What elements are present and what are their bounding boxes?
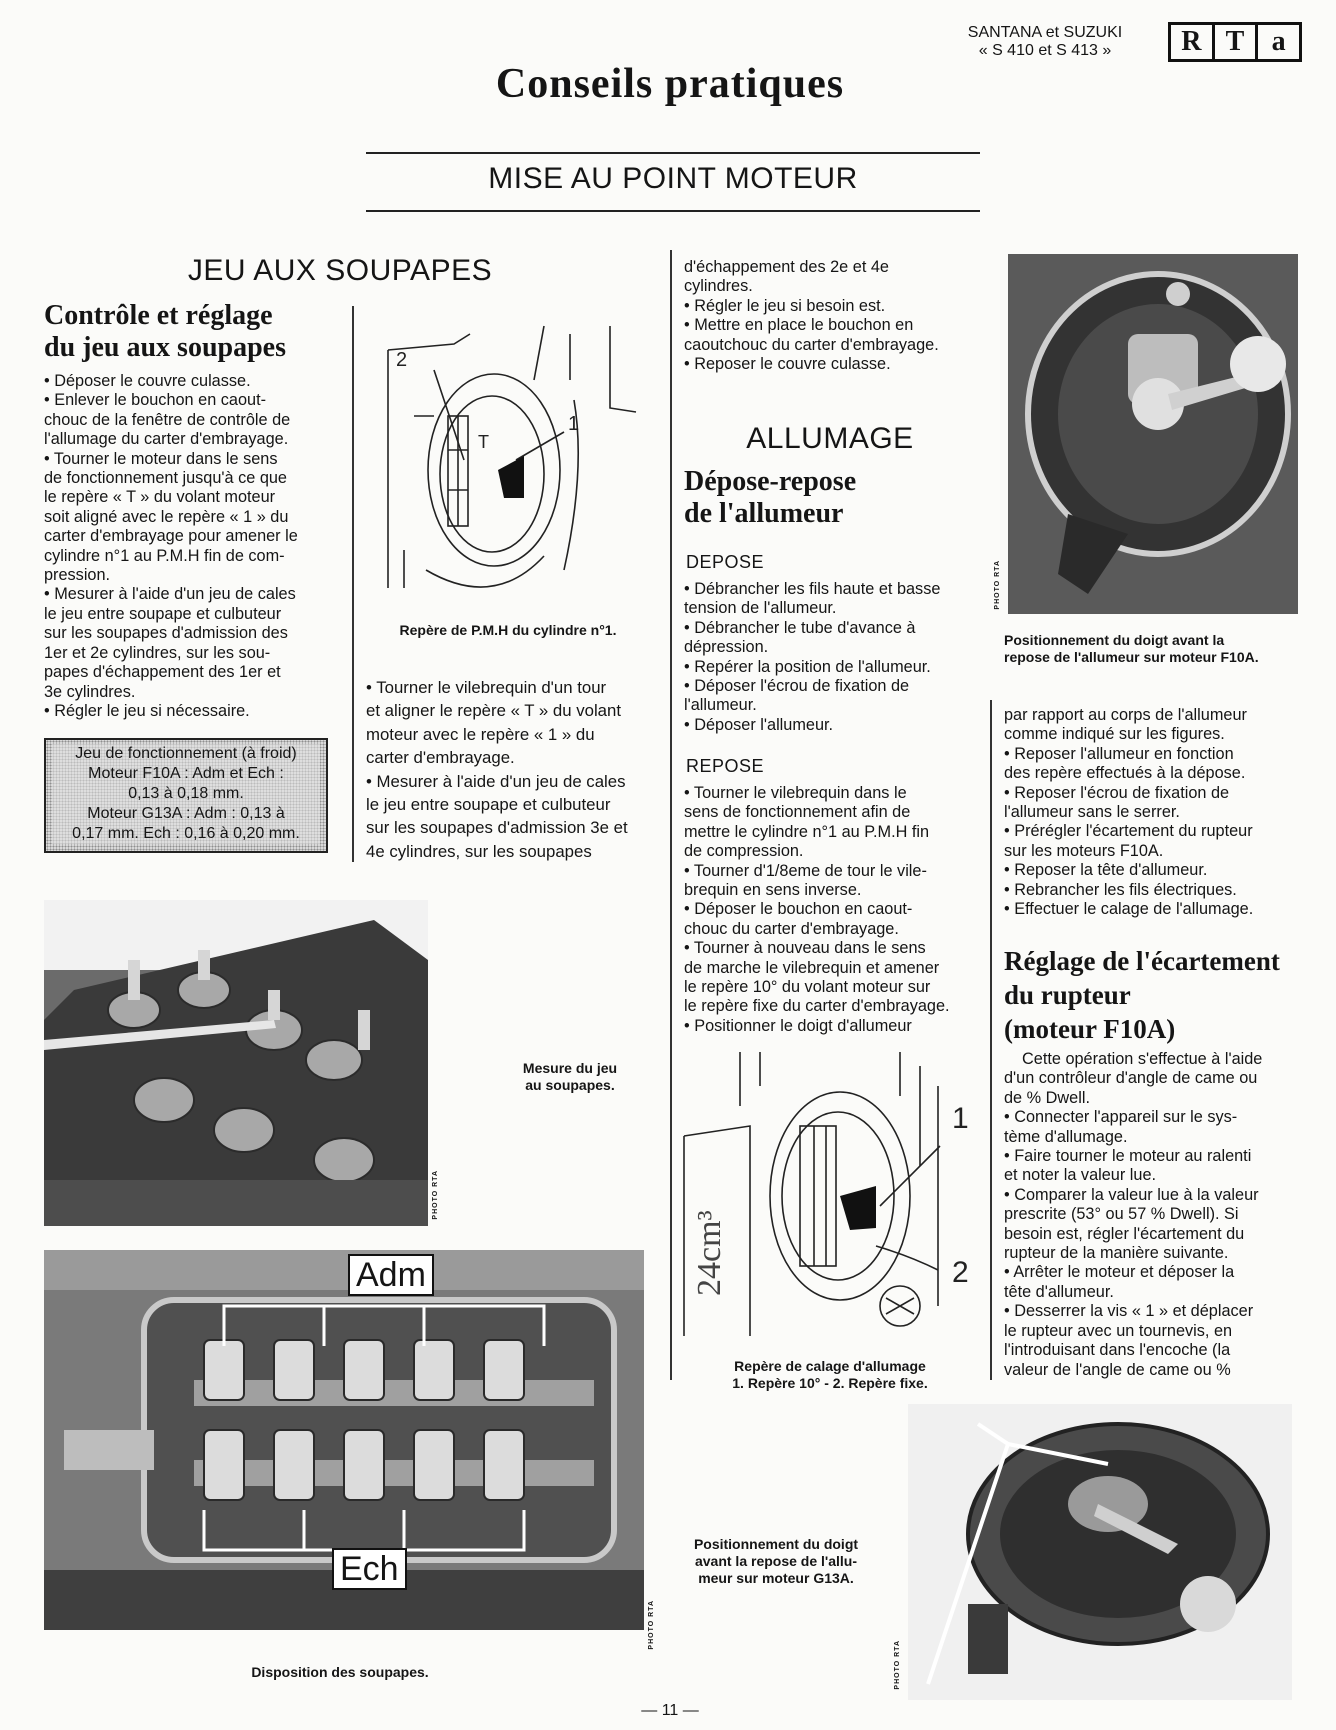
spec-line: Moteur F10A : Adm et Ech : — [52, 764, 320, 784]
text-line: et noter la valeur lue. — [1004, 1166, 1157, 1185]
text-line: • Connecter l'appareil sur le sys- — [1004, 1108, 1238, 1127]
text-line: sur les moteurs F10A. — [1004, 841, 1164, 860]
text-line: comme indiqué sur les figures. — [1004, 725, 1225, 744]
text-line: • Tourner d'1/8eme de tour le vile- — [684, 861, 927, 880]
text-line: le repère « T » du volant moteur — [44, 488, 276, 507]
text-line: • Tourner le vilebrequin dans le — [684, 784, 907, 802]
valve-measure-caption — [500, 1060, 640, 1094]
text-line: sur les soupapes d'admission des — [44, 624, 288, 643]
subheading-line: Contrôle et réglage — [44, 300, 273, 331]
text-line: • Tourner le vilebrequin d'un tour — [366, 678, 607, 697]
text-line: d'un contrôleur d'angle de came ou — [1004, 1069, 1258, 1088]
label-adm: Adm — [348, 1254, 434, 1296]
text-line: soit aligné avec le repère « 1 » du — [44, 507, 289, 526]
text-line: • Tourner à nouveau dans le sens — [684, 939, 926, 958]
text-line: • Déposer le couvre culasse. — [44, 372, 251, 390]
g13a-caption — [676, 1536, 876, 1587]
text-line: moteur avec le repère « 1 » du — [366, 724, 595, 744]
page-title: Conseils pratiques — [495, 61, 845, 107]
text-line: • Tourner le moteur dans le sens — [44, 449, 278, 468]
valve-measure-photo — [44, 900, 428, 1226]
pmh-marker — [498, 456, 524, 498]
text-line: • Positionner le doigt d'allumeur — [684, 1016, 912, 1035]
page-number: — 11 — — [641, 1702, 699, 1719]
text-line: 4e cylindres, sur les soupapes — [366, 841, 592, 861]
repose-text — [684, 784, 976, 1036]
timing-marker — [840, 1186, 876, 1230]
column-divider — [670, 250, 672, 1380]
subheading-line: du rupteur — [1004, 980, 1131, 1010]
text-line: • Mesurer à l'aide d'un jeu de cales — [366, 771, 626, 791]
fig1-label-1: 1 — [568, 413, 580, 435]
text-line: • Prérégler l'écartement du rupteur — [1004, 822, 1253, 841]
text-line: sens de fonctionnement afin de — [684, 803, 911, 822]
caption-line: Positionnement du doigt avant la — [1004, 632, 1225, 648]
text-line: dépression. — [684, 638, 769, 657]
text-line: • Déposer le bouchon en caout- — [684, 900, 913, 919]
section-title: MISE AU POINT MOTEUR — [488, 162, 858, 195]
text-line: • Arrêter le moteur et déposer la — [1004, 1263, 1235, 1282]
text-line: caoutchouc du carter d'embrayage. — [684, 335, 939, 354]
caption-line: Mesure du jeu — [522, 1060, 618, 1076]
pmh-diagram — [374, 320, 646, 596]
fig2-label-2: 2 — [952, 1256, 969, 1289]
repose-title: REPOSE — [686, 756, 765, 776]
text-line: carter d'embrayage. — [366, 748, 515, 768]
text-line: tension de l'allumeur. — [684, 599, 837, 618]
logo-letter: R — [1181, 26, 1202, 57]
rta-logo — [1168, 22, 1302, 62]
caption-line: Positionnement du doigt — [693, 1536, 859, 1552]
text-line: par rapport au corps de l'allumeur — [1004, 706, 1247, 724]
caption-line: 1. Repère 10° - 2. Repère fixe. — [732, 1375, 928, 1391]
brand-line-2: « S 410 et S 413 » — [978, 42, 1112, 59]
photo-credit: PHOTO RTA — [648, 1600, 655, 1650]
text-line: chouc de la fenêtre de contrôle de — [44, 410, 291, 429]
distributor-g13a-illustration — [908, 1404, 1292, 1700]
valves-heading: JEU AUX SOUPAPES — [187, 254, 493, 287]
text-line: brequin en sens inverse. — [684, 881, 862, 900]
col2-text — [366, 676, 658, 863]
f10a-photo-caption — [1004, 632, 1298, 666]
col1-text — [44, 372, 336, 721]
title-rule-top — [366, 152, 980, 154]
caption-line: au soupapes. — [525, 1077, 615, 1093]
logo-letter: T — [1212, 25, 1256, 59]
col4-text-top — [1004, 706, 1298, 919]
text-line: • Mettre en place le bouchon en — [684, 316, 914, 335]
text-line: de fonctionnement jusqu'à ce que — [44, 469, 287, 488]
text-line: • Reposer la tête d'allumeur. — [1004, 861, 1208, 880]
text-line: cylindres. — [684, 277, 753, 296]
text-line: de marche le vilebrequin et amener — [684, 958, 940, 977]
text-line: • Rebrancher les fils électriques. — [1004, 880, 1237, 899]
text-line: • Desserrer la vis « 1 » et déplacer — [1004, 1302, 1254, 1321]
text-line: le jeu entre soupape et culbuteur — [44, 604, 282, 623]
figure2-caption — [690, 1358, 970, 1392]
text-line: de compression. — [684, 842, 804, 861]
spec-line: 0,13 à 0,18 mm. — [52, 784, 320, 804]
caption-line: Repère de calage d'allumage — [734, 1358, 926, 1374]
text-line: • Débrancher les fils haute et basse — [684, 580, 941, 598]
text-line: de % Dwell. — [1004, 1088, 1090, 1107]
text-line: le jeu entre soupape et culbuteur — [366, 795, 611, 815]
spec-line: 0,17 mm. Ech : 0,16 à 0,20 mm. — [52, 824, 320, 844]
ignition-subheading — [684, 466, 976, 530]
text-line: tête d'allumeur. — [1004, 1282, 1114, 1301]
text-line: • Repérer la position de l'allumeur. — [684, 657, 931, 676]
subheading-line: de l'allumeur — [684, 498, 844, 529]
col4-text-bottom — [1004, 1050, 1298, 1380]
text-line: des repère effectués à la dépose. — [1004, 764, 1246, 783]
text-line: le rupteur avec un tournevis, en — [1004, 1321, 1233, 1340]
photo-credit: PHOTO RTA — [432, 1170, 439, 1220]
text-line: • Reposer l'allumeur en fonction — [1004, 744, 1234, 763]
text-line: • Effectuer le calage de l'allumage. — [1004, 900, 1254, 919]
distributor-g13a-photo — [908, 1404, 1292, 1700]
distributor-f10a-photo — [1008, 254, 1298, 614]
text-line: • Débrancher le tube d'avance à — [684, 618, 916, 637]
text-line: • Régler le jeu si nécessaire. — [44, 701, 250, 720]
title-rule-bottom — [366, 210, 980, 212]
caption-line: meur sur moteur G13A. — [698, 1570, 854, 1586]
label-ech: Ech — [332, 1548, 407, 1590]
col3-text-top — [684, 258, 976, 374]
photo-credit: PHOTO RTA — [994, 560, 1001, 610]
text-line: mettre le cylindre n°1 au P.M.H fin — [684, 822, 930, 841]
subheading-line: Dépose-repose — [684, 466, 857, 497]
text-line: 1er et 2e cylindres, sur les sou- — [44, 643, 271, 662]
fig2-engraving: 24cm³ — [691, 1210, 728, 1296]
text-line: pression. — [44, 566, 111, 585]
column-divider — [990, 700, 992, 1380]
text-line: l'allumeur. — [684, 696, 757, 715]
text-line: papes d'échappement des 1er et — [44, 663, 281, 682]
figure1-caption: Repère de P.M.H du cylindre n°1. — [399, 622, 617, 638]
caption-line: repose de l'allumeur sur moteur F10A. — [1004, 649, 1259, 665]
text-line: l'introduisant dans l'encoche (la — [1004, 1341, 1231, 1360]
column-divider — [352, 306, 354, 862]
valve-measure-illustration — [44, 900, 428, 1226]
subheading-line: du jeu aux soupapes — [44, 332, 286, 363]
timing-diagram — [680, 1046, 980, 1346]
valves-subheading — [44, 300, 344, 364]
text-line: valeur de l'angle de came ou % — [1004, 1360, 1231, 1379]
text-line: • Faire tourner le moteur au ralenti — [1004, 1147, 1252, 1166]
brand-block — [950, 24, 1140, 60]
text-line: • Déposer l'allumeur. — [684, 715, 834, 734]
valve-layout-caption: Disposition des soupapes. — [251, 1664, 429, 1680]
text-line: cylindre n°1 au P.M.H fin de com- — [44, 546, 285, 565]
text-line: • Reposer l'écrou de fixation de — [1004, 783, 1230, 802]
text-line: besoin est, régler l'écartement du — [1004, 1224, 1245, 1243]
text-line: l'allumage du carter d'embrayage. — [44, 430, 289, 449]
text-line: 3e cylindres. — [44, 682, 136, 701]
fig2-label-1: 1 — [952, 1102, 969, 1135]
caption-line: avant la repose de l'allu- — [694, 1553, 858, 1569]
text-line: carter d'embrayage pour amener le — [44, 527, 298, 546]
spec-line: Moteur G13A : Adm : 0,13 à — [52, 804, 320, 824]
text-line: • Enlever le bouchon en caout- — [44, 391, 267, 410]
depose-text — [684, 580, 976, 735]
logo-letter: a — [1255, 25, 1299, 59]
photo-credit: PHOTO RTA — [894, 1640, 901, 1690]
subheading-line: Réglage de l'écartement — [1004, 946, 1280, 976]
text-line: • Déposer l'écrou de fixation de — [684, 677, 910, 696]
fig1-label-t: T — [478, 432, 489, 452]
text-line: rupteur de la manière suivante. — [1004, 1244, 1229, 1263]
brand-line-1: SANTANA et SUZUKI — [967, 24, 1123, 41]
text-line: le repère fixe du carter d'embrayage. — [684, 997, 950, 1016]
subheading-line: (moteur F10A) — [1004, 1014, 1176, 1044]
ignition-heading: ALLUMAGE — [746, 422, 914, 455]
text-line: prescrite (53° ou 57 % Dwell). Si — [1004, 1205, 1239, 1224]
text-line: d'échappement des 2e et 4e — [684, 258, 889, 276]
text-line: tème d'allumage. — [1004, 1127, 1128, 1146]
fig1-label-2: 2 — [396, 349, 408, 371]
text-line: • Mesurer à l'aide d'un jeu de cales — [44, 585, 296, 604]
text-line: • Reposer le couvre culasse. — [684, 355, 891, 374]
clearance-spec-box — [44, 738, 328, 853]
text-line: et aligner le repère « T » du volant — [366, 701, 621, 721]
text-line: le repère 10° du volant moteur sur — [684, 978, 931, 997]
depose-title: DEPOSE — [686, 552, 765, 572]
text-line: Cette opération s'effectue à l'aide — [1022, 1050, 1263, 1068]
spec-line: Jeu de fonctionnement (à froid) — [52, 744, 320, 764]
text-line: sur les soupapes d'admission 3e et — [366, 818, 628, 838]
breaker-subheading — [1004, 944, 1300, 1046]
text-line: • Régler le jeu si besoin est. — [684, 296, 886, 315]
distributor-f10a-illustration — [1008, 254, 1298, 614]
text-line: chouc du carter d'embrayage. — [684, 919, 899, 938]
text-line: • Comparer la valeur lue à la valeur — [1004, 1185, 1259, 1204]
text-line: l'allumeur sans le serrer. — [1004, 803, 1180, 822]
